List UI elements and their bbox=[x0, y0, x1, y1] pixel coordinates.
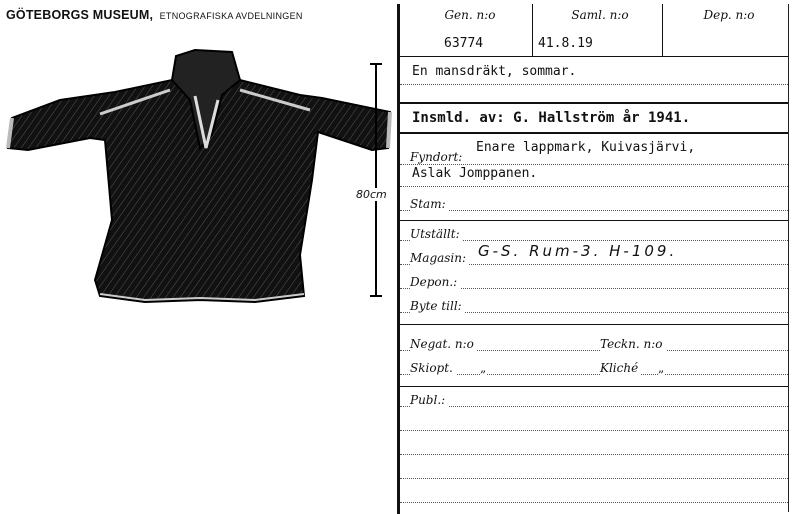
museum-name: GÖTEBORGS MUSEUM, bbox=[6, 8, 154, 22]
publ-label: Publ.: bbox=[410, 393, 448, 407]
fyndort-value-line2: Aslak Jomppanen. bbox=[412, 166, 538, 181]
blank-line bbox=[400, 502, 788, 503]
blank-line bbox=[400, 478, 788, 479]
saml-no-value: 41.8.19 bbox=[538, 36, 593, 51]
garment-cuff-right bbox=[388, 112, 390, 148]
department-name: ETNOGRAFISKA AVDELNINGEN bbox=[159, 11, 303, 21]
skiopt-label: Skiopt. bbox=[410, 361, 456, 375]
gen-no-value: 63774 bbox=[444, 36, 484, 51]
object-description: En mansdräkt, sommar. bbox=[412, 64, 577, 79]
negat-no-label: Negat. n:o bbox=[410, 337, 477, 351]
utstallt-label: Utställt: bbox=[410, 227, 463, 241]
saml-no-label: Saml. n:o bbox=[571, 8, 629, 22]
blank-line bbox=[400, 454, 788, 455]
fyndort-value-line1: Enare lappmark, Kuivasjärvi, bbox=[476, 140, 696, 155]
column-separator bbox=[662, 4, 663, 56]
depon-label: Depon.: bbox=[410, 275, 460, 289]
magasin-label: Magasin: bbox=[410, 251, 469, 265]
byte-till-label: Byte till: bbox=[410, 299, 465, 313]
dep-no-label: Dep. n:o bbox=[703, 8, 755, 22]
teckn-no-label: Teckn. n:o bbox=[600, 337, 666, 351]
gen-no-label: Gen. n:o bbox=[444, 8, 496, 22]
card-header bbox=[6, 6, 303, 24]
stam-label: Stam: bbox=[410, 197, 449, 211]
magasin-value: G-S. Rum-3. H-109. bbox=[478, 242, 678, 260]
register-panel bbox=[400, 4, 789, 512]
column-separator bbox=[532, 4, 533, 56]
garment-drawing bbox=[0, 48, 400, 378]
fyndort-label: Fyndort: bbox=[410, 150, 465, 164]
blank-line bbox=[400, 430, 788, 431]
kliche-label: Kliché bbox=[600, 361, 641, 375]
skiopt-ditto: „ bbox=[480, 361, 487, 375]
acquisition-note: Insmld. av: G. Hallström år 1941. bbox=[412, 110, 691, 126]
measurement-label: 80cm bbox=[356, 188, 387, 201]
kliche-ditto: „ bbox=[658, 361, 665, 375]
